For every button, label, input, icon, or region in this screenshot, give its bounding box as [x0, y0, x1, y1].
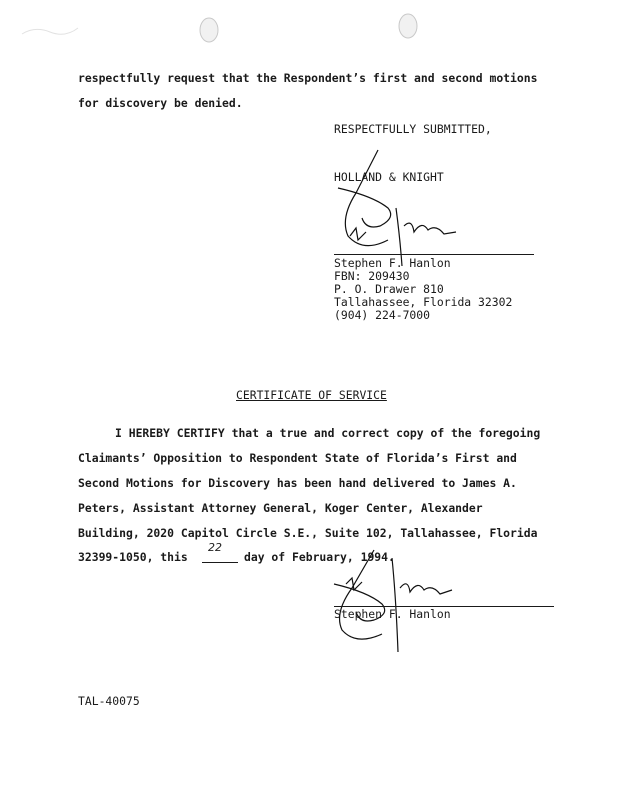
- signature-1: [318, 148, 478, 268]
- address-line-2: Tallahassee, Florida 32302: [334, 295, 513, 309]
- day-blank-line: [202, 562, 238, 563]
- punch-hole-right: [395, 6, 421, 46]
- signature-2: [316, 548, 476, 658]
- phone-number: (904) 224-7000: [334, 308, 431, 322]
- certificate-heading: CERTIFICATE OF SERVICE: [236, 388, 387, 402]
- certificate-line-6-start: 32399-1050, this: [78, 550, 188, 564]
- certificate-line-1: I HEREBY CERTIFY that a true and correct copy of the foregoing: [115, 426, 541, 440]
- body-line-2: for discovery be denied.: [78, 96, 243, 110]
- signer-name: Stephen F. Hanlon: [334, 256, 451, 270]
- scan-smudge: [20, 20, 80, 40]
- address-line-1: P. O. Drawer 810: [334, 282, 444, 296]
- closing-text: RESPECTFULLY SUBMITTED,: [334, 122, 492, 136]
- certificate-line-4: Peters, Assistant Attorney General, Koger Center, Alexander: [78, 501, 483, 515]
- body-line-1: respectfully request that the Respondent’s first and second motions: [78, 71, 538, 85]
- fbn-number: FBN: 209430: [334, 269, 410, 283]
- punch-hole-left: [196, 10, 222, 50]
- certificate-line-2: Claimants’ Opposition to Respondent State of Florida’s First and: [78, 451, 517, 465]
- certificate-signer-name: Stephen F. Hanlon: [334, 607, 451, 621]
- certificate-line-5: Building, 2020 Capitol Circle S.E., Suite 102, Tallahassee, Florida: [78, 526, 538, 540]
- handwritten-day: 22: [208, 541, 222, 554]
- document-id: TAL-40075: [78, 694, 140, 708]
- firm-name: HOLLAND & KNIGHT: [334, 170, 444, 184]
- signature-line-1: [334, 254, 534, 255]
- certificate-line-3: Second Motions for Discovery has been hand delivered to James A.: [78, 476, 517, 490]
- certificate-line-6-end: day of February, 1994.: [244, 550, 395, 564]
